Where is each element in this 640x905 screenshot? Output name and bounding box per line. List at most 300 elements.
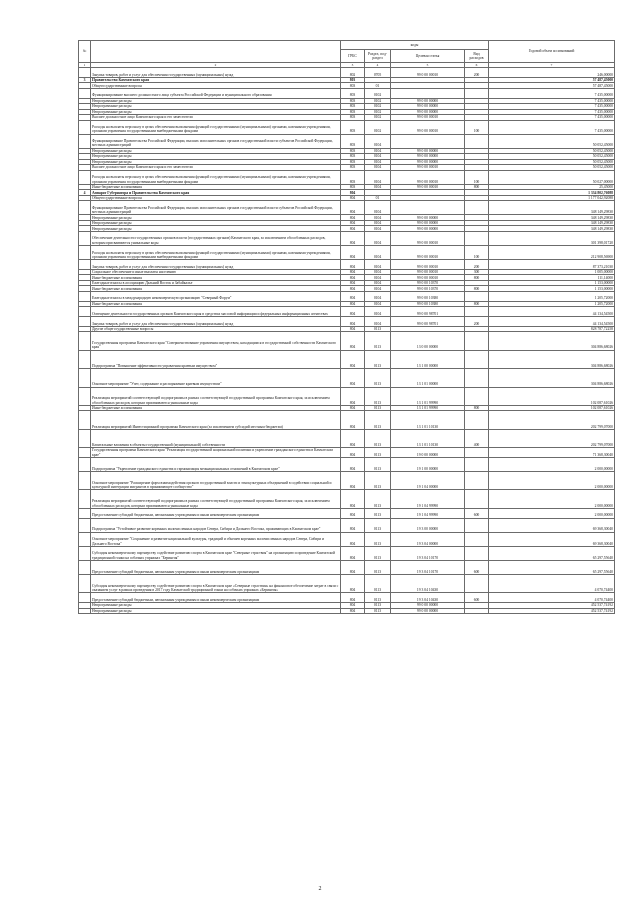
- table-row: [79, 593, 615, 603]
- row-number-cell: [79, 472, 91, 490]
- row-grbs-cell: 803: [341, 83, 365, 89]
- row-grbs-cell: 804: [341, 215, 365, 221]
- row-target-article-cell: 19 1 04 99990: [391, 490, 465, 508]
- row-target-article-cell: 99 0 00 00000: [391, 220, 465, 226]
- row-amount-cell: 304 886,68026: [489, 332, 615, 350]
- row-target-article-cell: 99 0 00 00000: [391, 215, 465, 221]
- row-name-cell: Непрограммные расходы: [91, 104, 341, 110]
- row-section-cell: 0104: [365, 226, 391, 232]
- row-section-cell: 0113: [365, 472, 391, 490]
- row-amount-cell: 50 052,45000: [489, 165, 615, 171]
- row-amount-cell: 1 334 802,76088: [489, 190, 615, 196]
- row-name-cell: Реализация мероприятий соответствующей подпрограммы в рамках соответствующей государственной программы Камчатского края, за исключением обособленных расходов, которым присваиваются уникальные коды: [91, 387, 341, 405]
- row-name-cell: Правительство Камчатского края: [91, 77, 341, 83]
- row-grbs-cell: 804: [341, 608, 365, 614]
- row-expense-type-cell: [465, 448, 489, 458]
- row-grbs-cell: 804: [341, 201, 365, 215]
- row-section-cell: 0104: [365, 148, 391, 154]
- row-section-cell: 0104: [365, 231, 391, 245]
- row-section-cell: 0104: [365, 280, 391, 286]
- row-section-cell: 0102: [365, 104, 391, 110]
- row-amount-cell: 25,45000: [489, 184, 615, 190]
- header-sum: Годовой объем ассигнований: [489, 41, 615, 63]
- page-number: 2: [318, 886, 322, 892]
- header-cs: Целевая статья: [391, 50, 465, 63]
- row-number-cell: [79, 608, 91, 614]
- row-target-article-cell: 99 0 00 10380: [391, 301, 465, 307]
- row-amount-cell: 7 435,00000: [489, 88, 615, 98]
- row-grbs-cell: 804: [341, 490, 365, 508]
- row-name-cell: Непрограммные расходы: [91, 154, 341, 160]
- row-expense-type-cell: 100: [465, 246, 489, 260]
- row-target-article-cell: 13 1 01 00000: [391, 369, 465, 387]
- row-name-cell: Расходы на выплаты персоналу в целях обеспечения выполнения функций государственными (муниципальными) органами, казенными учреждениями, органами управления государственными внебюджетными фондами: [91, 246, 341, 260]
- row-target-article-cell: 99 0 00 00010: [391, 68, 465, 78]
- row-name-cell: Капитальные вложения в объекты государственной (муниципальной) собственности: [91, 429, 341, 447]
- row-target-article-cell: 13 1 01 99990: [391, 405, 465, 411]
- row-grbs-cell: 803: [341, 109, 365, 115]
- row-target-article-cell: 99 0 00 00010: [391, 165, 465, 171]
- row-section-cell: 0102: [365, 98, 391, 104]
- budget-sheet: [78, 40, 614, 614]
- row-name-cell: Освещение деятельности государственных органов Камчатского края в средствах массовой информации и федеральных информационных агентствах: [91, 307, 341, 317]
- table-row: [79, 508, 615, 518]
- row-target-article-cell: 19 1 04 00000: [391, 472, 465, 490]
- row-grbs-cell: 804: [341, 280, 365, 286]
- row-grbs-cell: 803: [341, 115, 365, 121]
- row-target-article-cell: 19 1 04 99990: [391, 508, 465, 518]
- row-number-cell: [79, 170, 91, 184]
- row-number-cell: [79, 387, 91, 405]
- row-amount-cell: 50 052,45000: [489, 159, 615, 165]
- row-target-article-cell: 19 3 04 00000: [391, 532, 465, 546]
- row-expense-type-cell: [465, 490, 489, 508]
- row-number-cell: [79, 307, 91, 317]
- row-amount-cell: 202 799,07000: [489, 411, 615, 429]
- row-section-cell: 0104: [365, 286, 391, 292]
- row-number-cell: [79, 448, 91, 458]
- row-grbs-cell: 803: [341, 134, 365, 148]
- row-section-cell: 0104: [365, 220, 391, 226]
- row-section-cell: 0104: [365, 260, 391, 270]
- row-number-cell: [79, 593, 91, 603]
- row-target-article-cell: 99 0 00 00000: [391, 226, 465, 232]
- row-grbs-cell: 804: [341, 508, 365, 518]
- table-row: [79, 457, 615, 471]
- row-target-article-cell: 99 0 00 00000: [391, 104, 465, 110]
- row-grbs-cell: 804: [341, 190, 365, 196]
- row-grbs-cell: 804: [341, 332, 365, 350]
- row-grbs-cell: 804: [341, 226, 365, 232]
- row-section-cell: 0104: [365, 170, 391, 184]
- table-row: [79, 532, 615, 546]
- table-row: [79, 411, 615, 429]
- row-expense-type-cell: 600: [465, 508, 489, 518]
- row-section-cell: 0104: [365, 291, 391, 301]
- row-expense-type-cell: [465, 332, 489, 350]
- row-name-cell: Закупка товаров, работ и услуг для обеспечения государственных (муниципальных) нужд: [91, 317, 341, 327]
- row-number-cell: [79, 260, 91, 270]
- row-section-cell: 0104: [365, 215, 391, 221]
- row-amount-cell: 102 087,61026: [489, 387, 615, 405]
- row-target-article-cell: 99 0 00 10370: [391, 280, 465, 286]
- row-amount-cell: 69 368,30040: [489, 518, 615, 532]
- row-grbs-cell: 803: [341, 165, 365, 171]
- row-name-cell: Высшее должностное лицо Камчатского края и его заместители: [91, 115, 341, 121]
- row-section-cell: 0102: [365, 115, 391, 121]
- row-name-cell: Государственная программа Камчатского края "Реализация государственной национальной политики и укрепление гражданского единства в Камчатском крае": [91, 448, 341, 458]
- row-grbs-cell: 804: [341, 546, 365, 560]
- row-expense-type-cell: [465, 387, 489, 405]
- row-name-cell: Государственная программа Камчатского края "Совершенствование управления имуществом, находящимся в государственной собственности Камчатского края": [91, 332, 341, 350]
- row-name-cell: Социальное обеспечение и иные выплаты населению: [91, 269, 341, 275]
- row-expense-type-cell: 800: [465, 275, 489, 281]
- table-row: [79, 332, 615, 350]
- index-cell: 1: [79, 63, 91, 68]
- row-number-cell: [79, 332, 91, 350]
- row-expense-type-cell: [465, 350, 489, 368]
- row-section-cell: 0113: [365, 593, 391, 603]
- row-target-article-cell: 99 0 00 00010: [391, 246, 465, 260]
- row-grbs-cell: 804: [341, 429, 365, 447]
- index-cell: 6: [465, 63, 489, 68]
- row-expense-type-cell: 100: [465, 120, 489, 134]
- row-name-cell: Иные бюджетные ассигнования: [91, 405, 341, 411]
- row-target-article-cell: 19 3 04 10170: [391, 560, 465, 574]
- row-grbs-cell: 804: [341, 518, 365, 532]
- row-grbs-cell: 804: [341, 246, 365, 260]
- row-name-cell: Основное мероприятие "Расширение форм взаимодействия органов государственной власти и этнокультурных объединений в содействии социальной и культурной интеграции мигрантов в принимающее сообщество": [91, 472, 341, 490]
- row-amount-cell: 7 435,00000: [489, 104, 615, 110]
- row-name-cell: Высшее должностное лицо Камчатского края и его заместители: [91, 165, 341, 171]
- row-number-cell: [79, 291, 91, 301]
- table-row: [79, 201, 615, 215]
- row-grbs-cell: 804: [341, 457, 365, 471]
- row-name-cell: Предоставление субсидий бюджетным, автономным учреждениям и иным некоммерческим организациям: [91, 508, 341, 518]
- row-section-cell: 0113: [365, 560, 391, 574]
- row-expense-type-cell: [465, 532, 489, 546]
- row-expense-type-cell: 200: [465, 68, 489, 78]
- row-target-article-cell: 19 3 00 00000: [391, 518, 465, 532]
- row-number-cell: [79, 231, 91, 245]
- table-row: [79, 490, 615, 508]
- row-number-cell: [79, 518, 91, 532]
- row-expense-type-cell: [465, 472, 489, 490]
- row-section-cell: 0113: [365, 369, 391, 387]
- row-section-cell: 0113: [365, 326, 391, 332]
- row-name-cell: Предоставление субсидий бюджетным, автономным учреждениям и иным некоммерческим организациям: [91, 560, 341, 574]
- row-section-cell: 01: [365, 83, 391, 89]
- row-name-cell: Иные бюджетные ассигнования: [91, 286, 341, 292]
- row-number-cell: [79, 508, 91, 518]
- row-name-cell: Реализация мероприятий соответствующей подпрограммы в рамках соответствующей государственной программы Камчатского края, за исключением обособленных расходов, которым присваиваются уникальные коды: [91, 490, 341, 508]
- row-number-cell: [79, 575, 91, 593]
- row-number-cell: [79, 411, 91, 429]
- row-grbs-cell: 803: [341, 154, 365, 160]
- table-header: [79, 41, 615, 68]
- row-amount-cell: 301 398,01720: [489, 231, 615, 245]
- row-target-article-cell: 99 0 00 00010: [391, 120, 465, 134]
- row-name-cell: Расходы на выплаты персоналу в целях обеспечения выполнения функций государственными (муниципальными) органами, казенными учреждениями, органами управления государственными внебюджетными фондами: [91, 120, 341, 134]
- row-amount-cell: 1 153,00000: [489, 286, 615, 292]
- row-target-article-cell: 13 1 01 99990: [391, 387, 465, 405]
- table-row: [79, 260, 615, 270]
- row-name-cell: Непрограммные расходы: [91, 159, 341, 165]
- row-target-article-cell: 13 1 01 10130: [391, 429, 465, 447]
- row-section-cell: 0104: [365, 165, 391, 171]
- row-expense-type-cell: 800: [465, 405, 489, 411]
- row-amount-cell: 212 908,56900: [489, 246, 615, 260]
- row-name-cell: Ежегодные взносы в ассоциацию Дальний Восток и Забайкалье: [91, 280, 341, 286]
- row-expense-type-cell: [465, 457, 489, 471]
- row-amount-cell: 111,14000: [489, 275, 615, 281]
- row-grbs-cell: 804: [341, 405, 365, 411]
- row-name-cell: Непрограммные расходы: [91, 226, 341, 232]
- row-number-cell: [79, 560, 91, 574]
- row-amount-cell: 7 435,00000: [489, 98, 615, 104]
- index-cell: 7: [489, 63, 615, 68]
- table-row: [79, 387, 615, 405]
- row-target-article-cell: 99 0 00 00010: [391, 260, 465, 270]
- row-target-article-cell: 99 0 00 00000: [391, 603, 465, 609]
- row-number-cell: [79, 429, 91, 447]
- table-row: [79, 88, 615, 98]
- header-codes: коды: [341, 41, 489, 50]
- row-amount-cell: 1 205,72000: [489, 301, 615, 307]
- row-grbs-cell: 803: [341, 88, 365, 98]
- row-name-cell: Основное мероприятие "Сохранение и развитие национальной культуры, традиций и обычаев коренных малочисленных народов Севера, Сибири и Дальнего Востока": [91, 532, 341, 546]
- row-section-cell: 0104: [365, 134, 391, 148]
- row-grbs-cell: 803: [341, 98, 365, 104]
- row-section-cell: 0102: [365, 109, 391, 115]
- row-name-cell: Аппарат Губернатора и Правительства Камчатского края: [91, 190, 341, 196]
- row-grbs-cell: 803: [341, 148, 365, 154]
- row-expense-type-cell: [465, 134, 489, 148]
- row-grbs-cell: 803: [341, 159, 365, 165]
- index-cell: 2: [91, 63, 341, 68]
- row-target-article-cell: 99 0 00 00010: [391, 231, 465, 245]
- row-target-article-cell: 99 0 00 10380: [391, 291, 465, 301]
- row-amount-cell: 50 052,45000: [489, 134, 615, 148]
- row-section-cell: 0102: [365, 120, 391, 134]
- row-section-cell: 0104: [365, 317, 391, 327]
- row-number-cell: [79, 490, 91, 508]
- row-amount-cell: 1 153,00000: [489, 280, 615, 286]
- row-name-cell: Непрограммные расходы: [91, 98, 341, 104]
- row-amount-cell: 71 368,30040: [489, 448, 615, 458]
- table-row: [79, 170, 615, 184]
- row-section-cell: 0113: [365, 405, 391, 411]
- table-row: [79, 608, 615, 614]
- row-number-cell: 4: [79, 190, 91, 196]
- row-amount-cell: 348 149,29830: [489, 226, 615, 232]
- row-amount-cell: 2 000,00000: [489, 472, 615, 490]
- row-grbs-cell: 804: [341, 269, 365, 275]
- row-name-cell: Расходы на выплаты персоналу в целях обеспечения выполнения функций государственными (муниципальными) органами, казенными учреждениями, органами управления государственными внебюджетными фондами: [91, 170, 341, 184]
- row-name-cell: Закупка товаров, работ и услуг для обеспечения государственных (муниципальных) нужд: [91, 68, 341, 78]
- row-amount-cell: 50 052,45000: [489, 154, 615, 160]
- row-section-cell: 01: [365, 195, 391, 201]
- row-number-cell: [79, 369, 91, 387]
- row-number-cell: [79, 88, 91, 98]
- row-amount-cell: 65 297,55640: [489, 546, 615, 560]
- row-amount-cell: 4 070,74400: [489, 593, 615, 603]
- header-name: [91, 41, 341, 63]
- table-row: [79, 472, 615, 490]
- table-row: [79, 350, 615, 368]
- row-amount-cell: 2 000,00000: [489, 508, 615, 518]
- row-section-cell: 0104: [365, 301, 391, 307]
- row-name-cell: Функционирование Правительства Российской Федерации, высших исполнительных органов государственной власти субъектов Российской Федерации, местных администраций: [91, 134, 341, 148]
- row-amount-cell: 348 149,29830: [489, 215, 615, 221]
- table-row: [79, 369, 615, 387]
- row-number-cell: [79, 201, 91, 215]
- row-grbs-cell: 804: [341, 411, 365, 429]
- row-expense-type-cell: 800: [465, 286, 489, 292]
- row-section-cell: 0102: [365, 88, 391, 98]
- row-name-cell: Функционирование высшего должностного лица субъекта Российской Федерации и муниципального образования: [91, 88, 341, 98]
- row-grbs-cell: 804: [341, 532, 365, 546]
- row-name-cell: Предоставление субсидий бюджетным, автономным учреждениям и иным некоммерческим организациям: [91, 593, 341, 603]
- row-grbs-cell: 804: [341, 301, 365, 307]
- row-section-cell: 0113: [365, 350, 391, 368]
- row-name-cell: Иные бюджетные ассигнования: [91, 184, 341, 190]
- row-number-cell: [79, 546, 91, 560]
- row-expense-type-cell: 600: [465, 560, 489, 574]
- header-rz: Раздел, под-раздел: [365, 50, 391, 63]
- row-section-cell: 0113: [365, 448, 391, 458]
- table-row: [79, 291, 615, 301]
- row-amount-cell: 202 799,07000: [489, 429, 615, 447]
- budget-table: [78, 40, 615, 614]
- row-expense-type-cell: 800: [465, 301, 489, 307]
- row-grbs-cell: 804: [341, 326, 365, 332]
- row-amount-cell: 87 373,21030: [489, 260, 615, 270]
- row-target-article-cell: 99 0 00 00010: [391, 269, 465, 275]
- row-amount-cell: 65 297,55640: [489, 560, 615, 574]
- row-grbs-cell: 803: [341, 184, 365, 190]
- row-name-cell: Общегосударственные вопросы: [91, 195, 341, 201]
- row-grbs-cell: 804: [341, 195, 365, 201]
- row-section-cell: 0705: [365, 68, 391, 78]
- row-target-article-cell: 99 0 00 98701: [391, 317, 465, 327]
- row-amount-cell: 50 027,00000: [489, 170, 615, 184]
- row-section-cell: 0113: [365, 411, 391, 429]
- table-row: [79, 246, 615, 260]
- row-section-cell: 0104: [365, 159, 391, 165]
- row-grbs-cell: 804: [341, 291, 365, 301]
- header-vr: Вид расходов: [465, 50, 489, 63]
- row-grbs-cell: 804: [341, 593, 365, 603]
- row-grbs-cell: 804: [341, 231, 365, 245]
- row-name-cell: Закупка товаров, работ и услуг для обеспечения государственных (муниципальных) нужд: [91, 260, 341, 270]
- row-name-cell: Подпрограмма "Укрепление гражданского единства и гармонизация межнациональных отношений в Камчатском крае": [91, 457, 341, 471]
- row-grbs-cell: 804: [341, 260, 365, 270]
- row-amount-cell: 1 005,00000: [489, 269, 615, 275]
- row-expense-type-cell: [465, 88, 489, 98]
- table-row: [79, 134, 615, 148]
- row-target-article-cell: 99 0 00 00000: [391, 148, 465, 154]
- row-name-cell: Функционирование Правительства Российской Федерации, высших исполнительных органов государственной власти субъектов Российской Федерации, местных администраций: [91, 201, 341, 215]
- row-grbs-cell: 804: [341, 317, 365, 327]
- row-target-article-cell: 99 0 00 00010: [391, 275, 465, 281]
- row-amount-cell: 348 149,29830: [489, 220, 615, 226]
- row-expense-type-cell: [465, 575, 489, 593]
- row-section-cell: 0104: [365, 154, 391, 160]
- row-grbs-cell: 804: [341, 560, 365, 574]
- row-target-article-cell: [391, 88, 465, 98]
- row-grbs-cell: 804: [341, 369, 365, 387]
- row-grbs-cell: 804: [341, 350, 365, 368]
- row-section-cell: 0104: [365, 269, 391, 275]
- row-amount-cell: 348 149,29830: [489, 201, 615, 215]
- row-section-cell: 0113: [365, 429, 391, 447]
- row-amount-cell: 304 886,68026: [489, 350, 615, 368]
- row-grbs-cell: 804: [341, 387, 365, 405]
- table-row: [79, 575, 615, 593]
- row-amount-cell: 452 537,74192: [489, 603, 615, 609]
- row-expense-type-cell: [465, 201, 489, 215]
- row-target-article-cell: 19 3 04 10170: [391, 546, 465, 560]
- row-name-cell: Обеспечение деятельности государственных органов власти (государственных органов) Камчатского края, за исключением обособленных расходов, которым присваиваются уникальные коды: [91, 231, 341, 245]
- row-section-cell: 0113: [365, 490, 391, 508]
- row-expense-type-cell: [465, 307, 489, 317]
- row-number-cell: 3: [79, 77, 91, 83]
- row-target-article-cell: 13 1 00 00000: [391, 350, 465, 368]
- row-expense-type-cell: [465, 291, 489, 301]
- table-row: [79, 429, 615, 447]
- row-section-cell: 0113: [365, 508, 391, 518]
- row-amount-cell: 304 886,68026: [489, 369, 615, 387]
- row-expense-type-cell: 200: [465, 260, 489, 270]
- row-amount-cell: 7 435,00000: [489, 120, 615, 134]
- table-row: [79, 560, 615, 574]
- row-section-cell: 0104: [365, 184, 391, 190]
- row-grbs-cell: 804: [341, 448, 365, 458]
- row-name-cell: Иные бюджетные ассигнования: [91, 301, 341, 307]
- row-section-cell: 0113: [365, 518, 391, 532]
- row-name-cell: Иные бюджетные ассигнования: [91, 275, 341, 281]
- row-section-cell: 0104: [365, 307, 391, 317]
- row-section-cell: 0113: [365, 457, 391, 471]
- row-amount-cell: 7 435,00000: [489, 109, 615, 115]
- row-name-cell: Субсидия некоммерческому партнерству содействие развитию спорта в Камчатском крае "Северные страствия" на организацию и проведение Камчатской традиционной гонки на собачьих упряжках "Берингия": [91, 546, 341, 560]
- row-expense-type-cell: 100: [465, 170, 489, 184]
- row-number-cell: [79, 350, 91, 368]
- row-name-cell: Непрограммные расходы: [91, 220, 341, 226]
- row-target-article-cell: [391, 134, 465, 148]
- row-number-cell: [79, 120, 91, 134]
- row-target-article-cell: 99 0 00 00000: [391, 154, 465, 160]
- table-row: [79, 518, 615, 532]
- header-num: №: [79, 41, 91, 63]
- row-target-article-cell: 99 0 00 00010: [391, 170, 465, 184]
- row-name-cell: Подпрограмма "Устойчивое развитие коренных малочисленных народов Севера, Сибири и Дальнего Востока, проживающих в Камчатском крае": [91, 518, 341, 532]
- row-target-article-cell: 99 0 00 00010: [391, 184, 465, 190]
- row-expense-type-cell: 200: [465, 317, 489, 327]
- row-name-cell: Непрограммные расходы: [91, 603, 341, 609]
- row-target-article-cell: 19 3 04 10430: [391, 575, 465, 593]
- row-name-cell: Непрограммные расходы: [91, 215, 341, 221]
- row-name-cell: Реализация мероприятий Инвестиционной программы Камчатского края (за исключением субсидий местным бюджетам): [91, 411, 341, 429]
- row-expense-type-cell: [465, 518, 489, 532]
- table-row: [79, 231, 615, 245]
- row-number-cell: [79, 457, 91, 471]
- table-row: [79, 546, 615, 560]
- row-amount-cell: 57 487,45000: [489, 77, 615, 83]
- row-name-cell: Субсидия некоммерческому партнерству содействие развитию спорта в Камчатском крае «Северные страствия» на финансовое обеспечение затрат в связи с оказанием услуг в рамках проведения в 2017 году Камчатской традиционной гонки на собачьих упряжках «Берингия»: [91, 575, 341, 593]
- row-name-cell: Общегосударственные вопросы: [91, 83, 341, 89]
